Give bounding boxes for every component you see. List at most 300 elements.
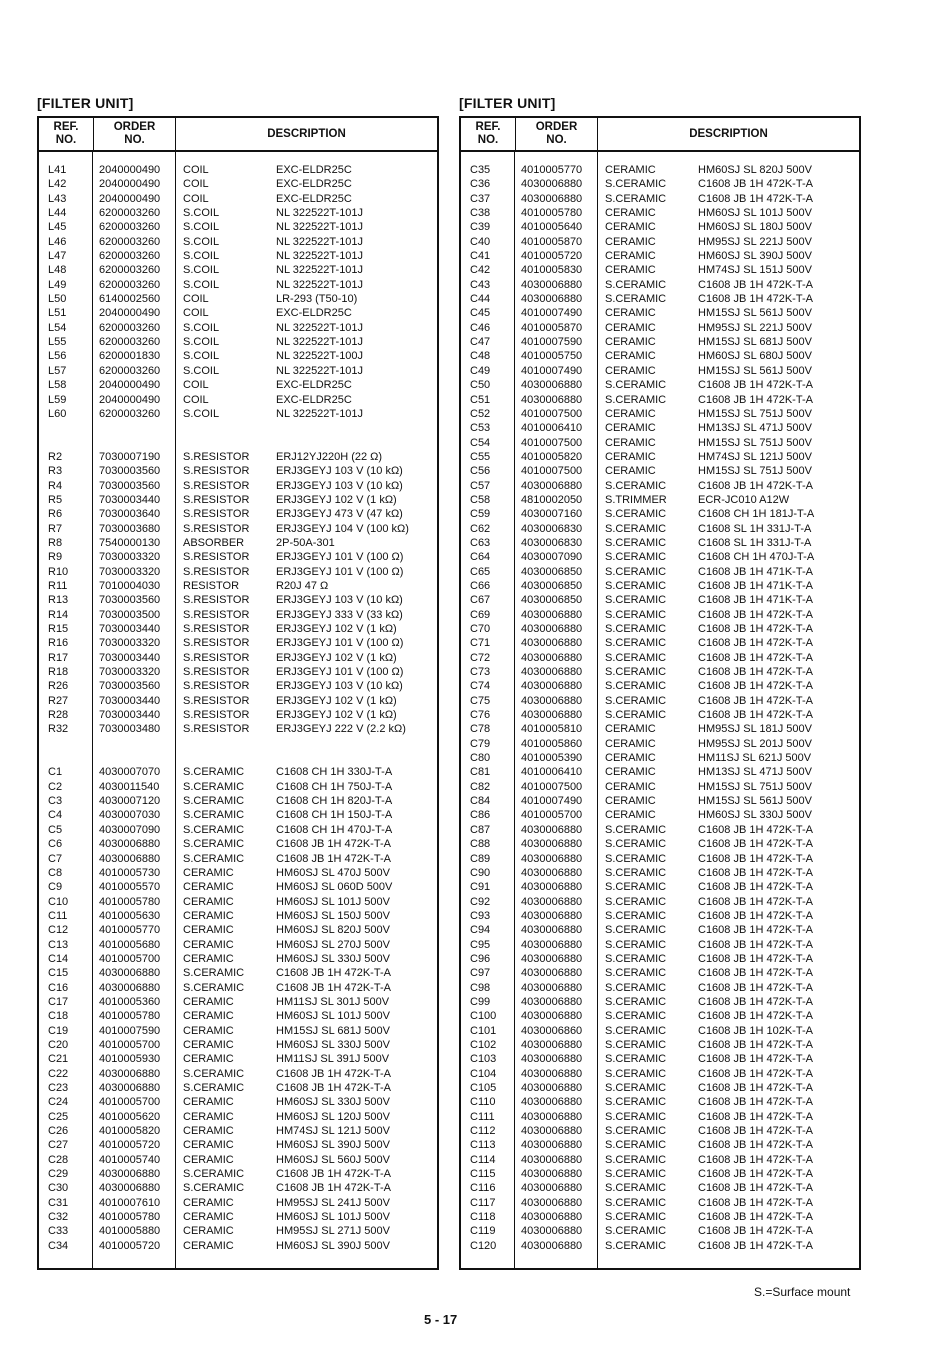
- cell-part-spec: C1608 JB 1H 472K-T-A: [276, 1168, 391, 1181]
- cell-ref-no: L42: [48, 178, 67, 191]
- cell-part-type: S.CERAMIC: [605, 1038, 667, 1051]
- cell-ref-no: C12: [48, 924, 69, 937]
- cell-part-spec: C1608 JB 1H 472K-T-A: [698, 623, 813, 635]
- cell-order-no: 4010005360: [99, 995, 161, 1008]
- cell-order-no: 4030007090: [99, 823, 161, 836]
- cell-part-spec: EXC-ELDR25C: [276, 192, 352, 205]
- cell-part-type: S.COIL: [183, 235, 220, 248]
- cell-part-spec: C1608 JB 1H 472K-T-A: [698, 1196, 813, 1209]
- cell-order-no: 4030006880: [521, 393, 583, 406]
- cell-ref-no: C9: [48, 881, 63, 894]
- cell-part-type: CERAMIC: [605, 321, 656, 334]
- cell-part-type: S.RESISTOR: [183, 450, 250, 463]
- cell-part-type: CERAMIC: [605, 164, 656, 176]
- table-row: [461, 1210, 859, 1224]
- table-row: [461, 206, 859, 220]
- cell-part-type: S.CERAMIC: [605, 278, 667, 291]
- table-row: [39, 192, 437, 206]
- cell-order-no: 4010007610: [99, 1196, 161, 1209]
- cell-part-type: S.RESISTOR: [183, 479, 250, 492]
- cell-part-spec: C1608 SL 1H 331J-T-A: [698, 536, 812, 549]
- table-row: [39, 952, 437, 966]
- cell-part-spec: EXC-ELDR25C: [276, 307, 352, 320]
- cell-order-no: 7030003560: [99, 479, 161, 492]
- cell-ref-no: C19: [48, 1024, 69, 1037]
- cell-ref-no: C82: [470, 780, 491, 793]
- cell-order-no: 4810002050: [521, 493, 583, 506]
- table-row: [461, 1239, 859, 1253]
- cell-ref-no: R6: [48, 508, 63, 521]
- cell-order-no: 4010005780: [521, 207, 583, 220]
- table-row: [39, 507, 437, 521]
- cell-order-no: 4010005720: [99, 1239, 161, 1252]
- cell-part-spec: [272, 751, 437, 765]
- table-row: [39, 378, 437, 392]
- cell-part-spec: ERJ3GEYJ 101 V (100 Ω): [276, 551, 404, 564]
- cell-part-type: RESISTOR: [183, 579, 240, 592]
- cell-part-type: S.COIL: [183, 321, 220, 334]
- left-header-ref-label: REF. NO.: [53, 121, 79, 146]
- cell-part-spec: C1608 CH 1H 181J-T-A: [698, 508, 815, 521]
- cell-ref-no: C32: [48, 1211, 69, 1224]
- cell-part-type: S.RESISTOR: [183, 709, 250, 722]
- table-row: [39, 321, 437, 335]
- left-table-body: [39, 152, 437, 1268]
- cell-ref-no: R27: [48, 694, 69, 707]
- table-row: [461, 220, 859, 234]
- table-row: [461, 1067, 859, 1081]
- left-header-order-no: [94, 118, 176, 150]
- cell-part-type: CERAMIC: [183, 1239, 234, 1252]
- table-row: [39, 722, 437, 736]
- cell-part-type: S.CERAMIC: [605, 293, 667, 306]
- cell-order-no: 4010005730: [99, 866, 161, 879]
- cell-part-type: S.CERAMIC: [605, 379, 667, 392]
- table-row: [39, 493, 437, 507]
- table-row: [39, 837, 437, 851]
- cell-part-type: S.CERAMIC: [605, 192, 667, 205]
- cell-part-type: CERAMIC: [183, 866, 234, 879]
- cell-part-spec: C1608 JB 1H 102K-T-A: [698, 1024, 813, 1037]
- cell-ref-no: C3: [48, 795, 63, 808]
- cell-part-spec: ERJ3GEYJ 102 V (1 kΩ): [276, 623, 397, 635]
- cell-ref-no: C21: [48, 1053, 69, 1066]
- cell-part-type: COIL: [183, 307, 209, 320]
- cell-order-no: 4010005770: [521, 164, 583, 176]
- table-row: [461, 895, 859, 909]
- table-row: [39, 235, 437, 249]
- cell-part-spec: HM15SJ SL 561J 500V: [698, 795, 812, 808]
- table-row: [39, 923, 437, 937]
- table-row: [461, 679, 859, 693]
- cell-part-spec: EXC-ELDR25C: [276, 178, 352, 191]
- cell-order-no: 4010005740: [99, 1153, 161, 1166]
- cell-ref-no: C58: [470, 493, 491, 506]
- cell-ref-no: L57: [48, 364, 67, 377]
- cell-ref-no: R32: [48, 723, 69, 736]
- cell-part-type: CERAMIC: [605, 250, 656, 263]
- cell-part-type: CERAMIC: [183, 1038, 234, 1051]
- cell-part-spec: C1608 JB 1H 472K-T-A: [698, 1139, 813, 1152]
- table-row: [461, 306, 859, 320]
- cell-part-type: S.RESISTOR: [183, 723, 250, 736]
- cell-part-spec: ERJ3GEYJ 103 V (10 kΩ): [276, 479, 403, 492]
- table-row: [461, 493, 859, 507]
- table-row: [461, 665, 859, 679]
- cell-part-type: CERAMIC: [183, 909, 234, 922]
- cell-part-spec: ERJ3GEYJ 103 V (10 kΩ): [276, 680, 403, 693]
- cell-ref-no: R14: [48, 608, 69, 621]
- cell-part-type: CERAMIC: [183, 1110, 234, 1123]
- table-row: [461, 1153, 859, 1167]
- cell-ref-no: C26: [48, 1125, 69, 1138]
- cell-part-type: S.CERAMIC: [183, 967, 245, 980]
- table-row: [39, 364, 437, 378]
- table-row: [461, 694, 859, 708]
- table-row: [461, 765, 859, 779]
- table-row: [39, 1167, 437, 1181]
- cell-order-no: 6200003260: [99, 321, 161, 334]
- cell-ref-no: [39, 737, 94, 751]
- cell-part-type: S.COIL: [183, 336, 220, 349]
- table-row: [39, 393, 437, 407]
- cell-part-spec: LR-293 (T50-10): [276, 293, 358, 306]
- cell-part-type: S.CERAMIC: [605, 680, 667, 693]
- cell-part-spec: HM60SJ SL 820J 500V: [276, 924, 390, 937]
- cell-order-no: 7030003680: [99, 522, 161, 535]
- cell-ref-no: C40: [470, 235, 491, 248]
- table-row: [39, 1239, 437, 1253]
- cell-ref-no: L47: [48, 250, 67, 263]
- table-row: [39, 1052, 437, 1066]
- cell-part-type: COIL: [183, 164, 209, 176]
- cell-part-spec: C1608 CH 1H 470J-T-A: [276, 823, 393, 836]
- cell-ref-no: L48: [48, 264, 67, 277]
- cell-part-type: S.CERAMIC: [605, 594, 667, 607]
- cell-order-no: 4030007120: [99, 795, 161, 808]
- cell-part-spec: NL 322522T-101J: [276, 278, 364, 291]
- cell-order-no: 4030006880: [521, 1010, 583, 1023]
- cell-order-no: 4030006880: [521, 1225, 583, 1238]
- cell-ref-no: R16: [48, 637, 69, 650]
- cell-part-type: S.CERAMIC: [605, 565, 667, 578]
- table-row: [461, 1124, 859, 1138]
- table-row: [39, 808, 437, 822]
- cell-order-no: 6200003260: [99, 207, 161, 220]
- cell-ref-no: C27: [48, 1139, 69, 1152]
- cell-part-type: S.TRIMMER: [605, 493, 667, 506]
- cell-order-no: 4030006880: [521, 379, 583, 392]
- cell-part-spec: NL 322522T-101J: [276, 235, 364, 248]
- table-row: [461, 938, 859, 952]
- cell-ref-no: C8: [48, 866, 63, 879]
- cell-part-spec: HM13SJ SL 471J 500V: [698, 766, 812, 779]
- cell-part-spec: [272, 436, 437, 450]
- cell-ref-no: C86: [470, 809, 491, 822]
- cell-order-no: 4030006880: [521, 479, 583, 492]
- cell-ref-no: C4: [48, 809, 63, 822]
- table-row: [461, 177, 859, 191]
- table-row: [39, 794, 437, 808]
- table-row: [461, 579, 859, 593]
- table-row: [39, 1024, 437, 1038]
- cell-part-spec: ERJ3GEYJ 222 V (2.2 kΩ): [276, 723, 406, 736]
- cell-part-spec: ECR-JC010 A12W: [698, 493, 790, 506]
- cell-ref-no: C87: [470, 823, 491, 836]
- cell-ref-no: C75: [470, 694, 491, 707]
- table-row: [39, 1081, 437, 1095]
- cell-order-no: 7030003440: [99, 709, 161, 722]
- cell-part-spec: HM60SJ SL 180J 500V: [698, 221, 812, 234]
- surface-mount-note: S.=Surface mount: [754, 1285, 851, 1299]
- cell-ref-no: C98: [470, 981, 491, 994]
- table-row: [461, 966, 859, 980]
- cell-ref-no: C112: [470, 1125, 496, 1138]
- cell-ref-no: C56: [470, 465, 491, 478]
- cell-order-no: 4010007500: [521, 465, 583, 478]
- cell-order-no: 4030006880: [521, 666, 583, 679]
- cell-ref-no: C35: [470, 164, 491, 176]
- cell-part-type: S.CERAMIC: [605, 1182, 667, 1195]
- cell-order-no: 4030006880: [521, 1038, 583, 1051]
- cell-part-spec: NL 322522T-101J: [276, 264, 364, 277]
- cell-order-no: 7030003440: [99, 694, 161, 707]
- cell-order-no: 4030006880: [521, 967, 583, 980]
- cell-part-spec: C1608 JB 1H 472K-T-A: [698, 895, 813, 908]
- cell-order-no: 7030003320: [99, 565, 161, 578]
- cell-ref-no: C37: [470, 192, 491, 205]
- cell-part-spec: C1608 CH 1H 820J-T-A: [276, 795, 393, 808]
- cell-ref-no: C54: [470, 436, 491, 449]
- table-row: [39, 335, 437, 349]
- cell-part-spec: ERJ3GEYJ 473 V (47 kΩ): [276, 508, 403, 521]
- cell-part-spec: HM15SJ SL 561J 500V: [698, 307, 812, 320]
- cell-ref-no: C36: [470, 178, 491, 191]
- cell-order-no: 4030006880: [521, 293, 583, 306]
- cell-ref-no: R15: [48, 623, 69, 635]
- cell-order-no: 4010005700: [99, 952, 161, 965]
- table-row: [39, 995, 437, 1009]
- cell-order-no: 4010006410: [521, 422, 583, 435]
- cell-part-spec: NL 322522T-101J: [276, 407, 364, 420]
- cell-order-no: 7010004030: [99, 579, 161, 592]
- table-row: [39, 220, 437, 234]
- cell-part-type: S.RESISTOR: [183, 465, 250, 478]
- cell-part-type: S.RESISTOR: [183, 680, 250, 693]
- cell-order-no: 4010007500: [521, 780, 583, 793]
- cell-ref-no: C94: [470, 924, 491, 937]
- table-row: [39, 306, 437, 320]
- table-row: [39, 565, 437, 579]
- cell-part-type: CERAMIC: [605, 436, 656, 449]
- cell-order-no: 4030006880: [99, 838, 161, 851]
- cell-part-type: CERAMIC: [605, 780, 656, 793]
- cell-part-type: S.CERAMIC: [605, 1067, 667, 1080]
- right-parts-panel: [459, 94, 861, 1270]
- table-row: [39, 895, 437, 909]
- cell-ref-no: C74: [470, 680, 491, 693]
- cell-part-spec: C1608 JB 1H 472K-T-A: [698, 881, 813, 894]
- cell-part-type: CERAMIC: [605, 766, 656, 779]
- cell-part-spec: C1608 JB 1H 472K-T-A: [276, 1182, 391, 1195]
- cell-part-type: S.CERAMIC: [605, 479, 667, 492]
- cell-part-spec: HM95SJ SL 241J 500V: [276, 1196, 390, 1209]
- table-row: [461, 450, 859, 464]
- cell-order-no: 7030003320: [99, 666, 161, 679]
- table-row: [39, 1196, 437, 1210]
- table-row: [39, 536, 437, 550]
- cell-part-type: S.CERAMIC: [605, 522, 667, 535]
- cell-order-no: 4010005780: [99, 1010, 161, 1023]
- right-panel-title: [FILTER UNIT]: [459, 95, 556, 111]
- cell-part-type: CERAMIC: [183, 1024, 234, 1037]
- cell-part-type: CERAMIC: [605, 465, 656, 478]
- cell-order-no: 6200003260: [99, 364, 161, 377]
- cell-ref-no: C45: [470, 307, 491, 320]
- table-row: [39, 263, 437, 277]
- table-row: [461, 1095, 859, 1109]
- cell-order-no: 2040000490: [99, 307, 161, 320]
- cell-part-spec: HM11SJ SL 391J 500V: [276, 1053, 390, 1066]
- cell-order-no: 6200003260: [99, 221, 161, 234]
- table-row: [461, 536, 859, 550]
- cell-part-spec: C1608 JB 1H 472K-T-A: [698, 838, 813, 851]
- table-row: [461, 393, 859, 407]
- cell-order-no: [94, 737, 176, 751]
- table-row: [461, 1024, 859, 1038]
- cell-order-no: 4010005640: [521, 221, 583, 234]
- cell-part-type: S.CERAMIC: [605, 838, 667, 851]
- cell-ref-no: C116: [470, 1182, 496, 1195]
- cell-part-type: S.CERAMIC: [605, 393, 667, 406]
- cell-order-no: 4030006880: [521, 1096, 583, 1109]
- cell-order-no: 7030007190: [99, 450, 161, 463]
- cell-ref-no: C39: [470, 221, 491, 234]
- cell-part-type: S.RESISTOR: [183, 508, 250, 521]
- cell-part-type: CERAMIC: [183, 1196, 234, 1209]
- cell-part-spec: C1608 JB 1H 472K-T-A: [698, 1010, 813, 1023]
- cell-ref-no: C53: [470, 422, 491, 435]
- cell-part-type: S.RESISTOR: [183, 493, 250, 506]
- cell-part-spec: HM60SJ SL 330J 500V: [276, 1096, 390, 1109]
- cell-order-no: 4030006850: [521, 579, 583, 592]
- cell-ref-no: C24: [48, 1096, 69, 1109]
- cell-part-type: COIL: [183, 178, 209, 191]
- cell-part-spec: C1608 CH 1H 150J-T-A: [276, 809, 393, 822]
- table-row: [39, 909, 437, 923]
- left-header-order-label: ORDER NO.: [113, 121, 156, 146]
- cell-part-type: S.CERAMIC: [605, 852, 667, 865]
- cell-order-no: 7030003500: [99, 608, 161, 621]
- cell-part-type: CERAMIC: [605, 235, 656, 248]
- cell-ref-no: C43: [470, 278, 491, 291]
- cell-order-no: 7030003440: [99, 651, 161, 664]
- table-row: [461, 364, 859, 378]
- cell-part-type: S.CERAMIC: [183, 838, 245, 851]
- cell-ref-no: C72: [470, 651, 491, 664]
- cell-part-type: S.CERAMIC: [605, 608, 667, 621]
- cell-part-spec: NL 322522T-101J: [276, 250, 364, 263]
- cell-part-spec: HM95SJ SL 271J 500V: [276, 1225, 390, 1238]
- cell-ref-no: C80: [470, 752, 491, 765]
- cell-part-type: CERAMIC: [183, 938, 234, 951]
- cell-ref-no: C120: [470, 1239, 497, 1252]
- cell-ref-no: C103: [470, 1053, 497, 1066]
- cell-part-spec: C1608 JB 1H 472K-T-A: [698, 1153, 813, 1166]
- cell-order-no: 4030006880: [521, 895, 583, 908]
- cell-order-no: 4030006880: [521, 1168, 583, 1181]
- table-row: [39, 421, 437, 435]
- cell-part-type: CERAMIC: [183, 952, 234, 965]
- cell-order-no: 4030007160: [521, 508, 583, 521]
- table-row: [461, 479, 859, 493]
- cell-ref-no: C38: [470, 207, 491, 220]
- cell-order-no: 6200001830: [99, 350, 161, 363]
- cell-part-type: S.CERAMIC: [605, 508, 667, 521]
- cell-part-spec: HM60SJ SL 101J 500V: [698, 207, 812, 220]
- cell-part-spec: NL 322522T-101J: [276, 364, 364, 377]
- table-row: [39, 866, 437, 880]
- left-table-header: [39, 118, 437, 152]
- cell-ref-no: L49: [48, 278, 67, 291]
- cell-part-spec: EXC-ELDR25C: [276, 164, 352, 176]
- cell-part-type: S.CERAMIC: [605, 1139, 667, 1152]
- cell-order-no: 4030006880: [99, 1168, 161, 1181]
- cell-part-spec: C1608 CH 1H 330J-T-A: [276, 766, 393, 779]
- cell-part-type: S.RESISTOR: [183, 522, 250, 535]
- cell-ref-no: C51: [470, 393, 491, 406]
- cell-part-spec: C1608 JB 1H 472K-T-A: [698, 823, 813, 836]
- cell-order-no: 4010005930: [99, 1053, 161, 1066]
- cell-order-no: 4010005630: [99, 909, 161, 922]
- cell-part-spec: HM11SJ SL 621J 500V: [698, 752, 812, 765]
- cell-part-spec: HM95SJ SL 201J 500V: [698, 737, 812, 750]
- cell-order-no: 4030006880: [521, 838, 583, 851]
- table-row: [461, 1081, 859, 1095]
- cell-order-no: 4030006880: [521, 1239, 583, 1252]
- cell-part-type: CERAMIC: [605, 752, 656, 765]
- cell-part-spec: HM15SJ SL 751J 500V: [698, 407, 812, 420]
- cell-part-type: S.CERAMIC: [605, 1024, 667, 1037]
- cell-part-type: S.RESISTOR: [183, 694, 250, 707]
- cell-ref-no: C48: [470, 350, 491, 363]
- cell-ref-no: C105: [470, 1082, 497, 1094]
- cell-order-no: 4030006880: [521, 981, 583, 994]
- table-row: [39, 407, 437, 421]
- cell-order-no: 7540000130: [99, 536, 161, 549]
- cell-ref-no: C104: [470, 1067, 497, 1080]
- table-row: [461, 866, 859, 880]
- cell-ref-no: C28: [48, 1153, 69, 1166]
- cell-ref-no: C41: [470, 250, 491, 263]
- cell-ref-no: C96: [470, 952, 491, 965]
- cell-ref-no: R2: [48, 450, 63, 463]
- cell-ref-no: R4: [48, 479, 63, 492]
- cell-order-no: 6200003260: [99, 336, 161, 349]
- cell-part-spec: NL 322522T-101J: [276, 207, 364, 220]
- cell-part-type: CERAMIC: [605, 307, 656, 320]
- cell-part-type: CERAMIC: [183, 895, 234, 908]
- table-row: [39, 550, 437, 564]
- cell-order-no: 4010006410: [521, 766, 583, 779]
- cell-order-no: [94, 751, 176, 765]
- cell-order-no: 7030003560: [99, 465, 161, 478]
- cell-part-spec: HM13SJ SL 471J 500V: [698, 422, 812, 435]
- right-header-ref-label: REF. NO.: [475, 121, 501, 146]
- cell-ref-no: L41: [48, 164, 67, 176]
- cell-part-type: S.CERAMIC: [183, 852, 245, 865]
- cell-part-type: CERAMIC: [605, 422, 656, 435]
